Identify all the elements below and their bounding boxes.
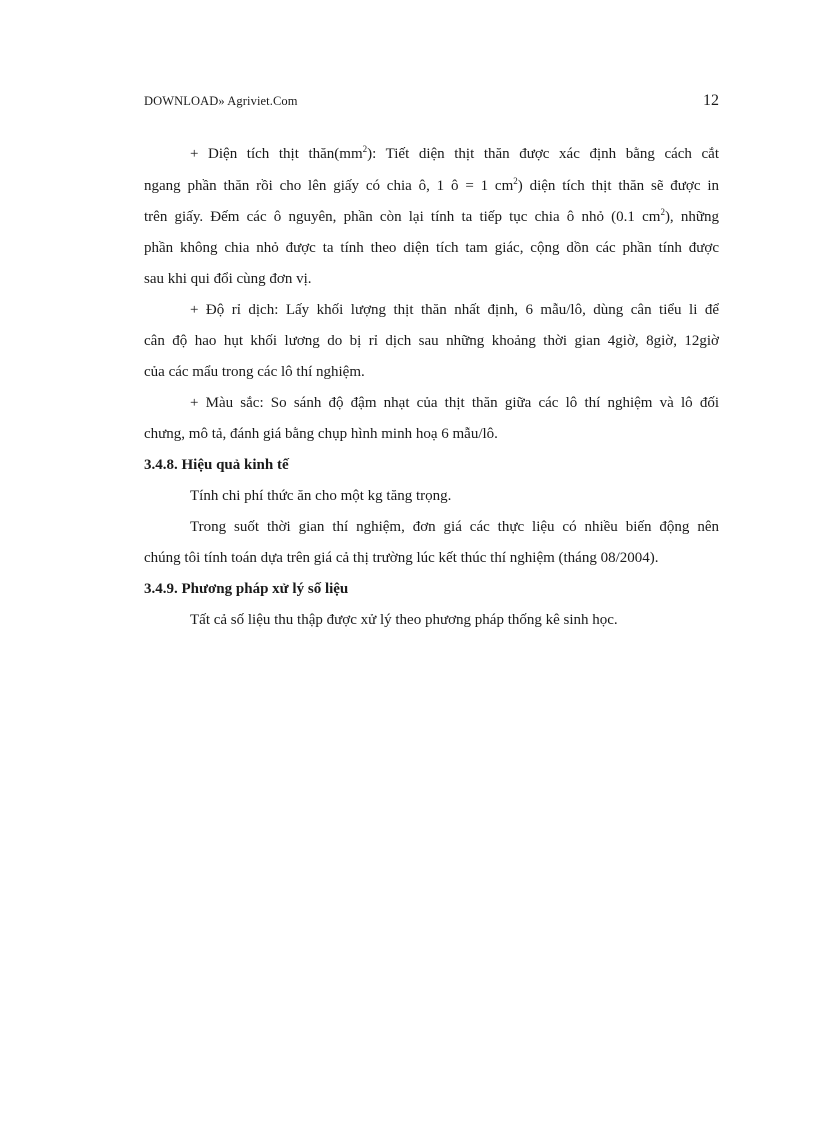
paragraph-line: + Màu sắc: So sánh độ đậm nhạt của thịt thăn giữa các lô thí nghiệm và lô đối xyxy=(190,395,719,411)
paragraph-line xyxy=(144,176,719,196)
text-run: ) diện tích thịt thăn sẽ được in xyxy=(517,178,719,194)
paragraph-line: của các mẩu trong các lô thí nghiệm. xyxy=(144,364,365,380)
superscript: 2 xyxy=(362,144,368,154)
superscript: 2 xyxy=(513,176,518,186)
text-run: trên giấy. Đếm các ô nguyên, phần còn lại tính ta tiếp tục chia ô nhỏ (0.1 cm xyxy=(144,209,661,225)
paragraph-line xyxy=(190,144,719,164)
section-heading: 3.4.8. Hiệu quả kinh tế xyxy=(144,457,289,473)
paragraph-line: sau khi qui đổi cùng đơn vị. xyxy=(144,271,312,287)
page-number: 12 xyxy=(703,92,719,109)
paragraph-line xyxy=(144,207,719,227)
paragraph-line: Trong suốt thời gian thí nghiệm, đơn giá các thực liệu có nhiều biến động nên xyxy=(190,519,719,535)
paragraph-line: chúng tôi tính toán dựa trên giá cả thị trường lúc kết thúc thí nghiệm (tháng 08/2004). xyxy=(144,550,659,566)
paragraph-line: chưng, mô tả, đánh giá bằng chụp hình minh hoạ 6 mẫu/lô. xyxy=(144,426,498,442)
superscript: 2 xyxy=(660,207,665,217)
paragraph-line: cân độ hao hụt khối lương do bị rỉ dịch sau những khoảng thời gian 4giờ, 8giờ, 12giờ xyxy=(144,333,719,349)
text-run: + Diện tích thịt thăn(mm xyxy=(190,146,363,162)
paragraph-line: Tính chi phí thức ăn cho một kg tăng trọng. xyxy=(190,488,452,504)
paragraph-line: phần không chia nhỏ được ta tính theo diện tích tam giác, cộng dồn các phần tính được xyxy=(144,240,719,256)
text-run: ), những xyxy=(664,209,719,225)
section-heading: 3.4.9. Phương pháp xử lý số liệu xyxy=(144,581,349,597)
paragraph-line: Tất cả số liệu thu thập được xử lý theo phương pháp thống kê sinh học. xyxy=(190,612,618,628)
text-run: ): Tiết diện thịt thăn được xác định bằng cách cắt xyxy=(367,146,719,162)
text-run: ngang phần thăn rồi cho lên giấy có chia ô, 1 ô = 1 cm xyxy=(144,178,514,194)
header-source: DOWNLOAD» Agriviet.Com xyxy=(144,94,298,108)
paragraph-line: + Độ rỉ dịch: Lấy khối lượng thịt thăn nhất định, 6 mẫu/lô, dùng cân tiểu li để xyxy=(190,302,719,318)
